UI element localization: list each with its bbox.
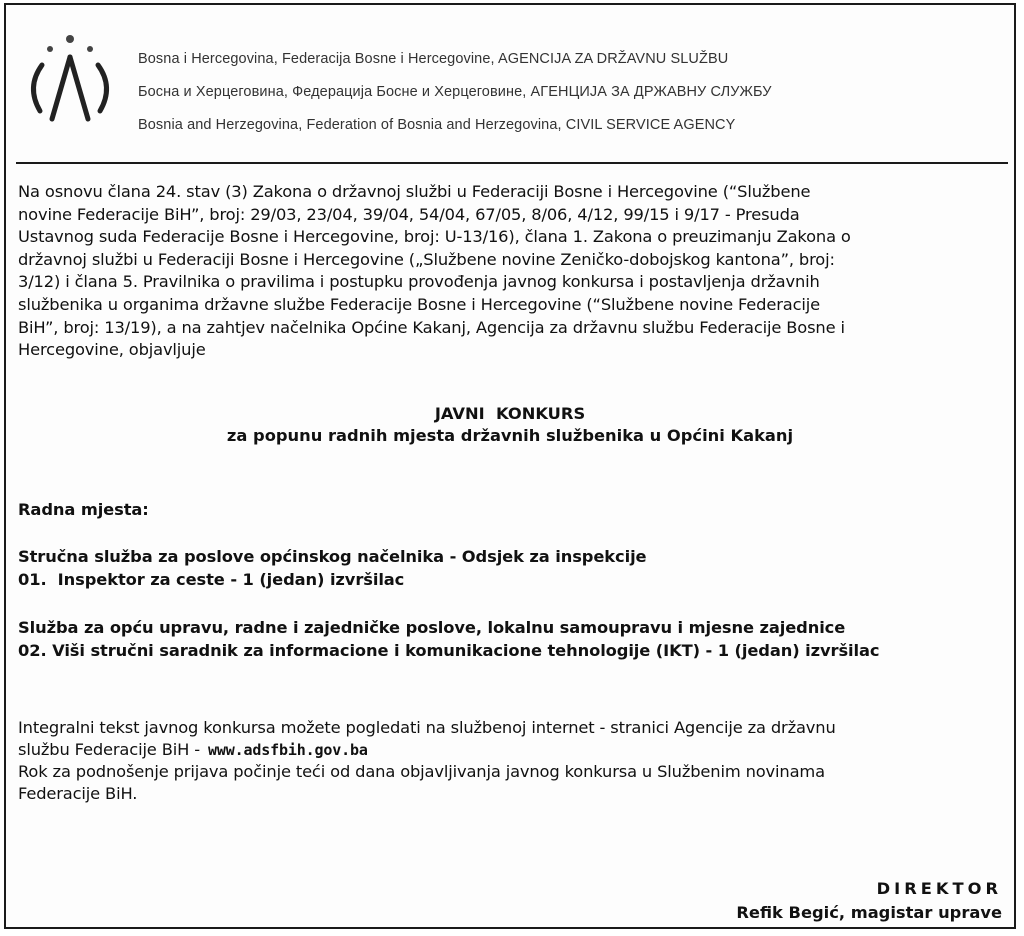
- agency-name-cyrillic: Босна и Херцеговина, Федерација Босне и Херцеговине, АГЕНЦИЈА ЗА ДРЖАВНУ СЛУЖБУ: [138, 84, 772, 100]
- position-2: 02. Viši stručni saradnik za informacione i komunikacione tehnologije (IKT) - 1 (jedan) izvršilac: [18, 641, 880, 660]
- civil-service-agency-logo-icon: [20, 27, 120, 137]
- announcement-title: [6, 403, 1014, 447]
- signature-role: DIREKTOR: [876, 879, 1002, 898]
- announcement-frame: [4, 3, 1016, 929]
- intro-line: novine Federacije BiH”, broj: 29/03, 23/04, 39/04, 54/04, 67/05, 8/06, 4/12, 99/15 i 9/17 - Presuda: [18, 204, 800, 224]
- legal-basis-paragraph: [18, 181, 1006, 362]
- signature-name: Refik Begić, magistar uprave: [736, 903, 1002, 922]
- intro-line: Hercegovine, objavljuje: [18, 340, 206, 360]
- intro-line: Ustavnog suda Federacije Bosne i Hercegovine, broj: U-13/16), člana 1. Zakona o preuzimanju Zakona o: [18, 227, 851, 247]
- intro-line: državnoj službi u Federaciji Bosne i Hercegovine („Službene novine Zeničko-dobojskog kantona”, broj:: [18, 249, 835, 269]
- department-2: Služba za opću upravu, radne i zajedničke poslove, lokalnu samoupravu i mjesne zajednice: [18, 618, 846, 637]
- agency-name-bosnian: Bosna i Hercegovina, Federacija Bosne i Hercegovine, AGENCIJA ZA DRŽAVNU SLUŽBU: [138, 51, 729, 67]
- intro-line: Na osnovu člana 24. stav (3) Zakona o državnoj službi u Federaciji Bosne i Hercegovine (“Službene: [18, 182, 811, 201]
- closing-line: Rok za podnošenje prijava počinje teći od dana objavljivanja javnog konkursa u Službenim novinama: [18, 762, 825, 781]
- signature-block: [736, 877, 1002, 925]
- positions-heading: Radna mjesta:: [18, 500, 149, 519]
- closing-line: Federacije BiH.: [18, 784, 138, 803]
- title-main: JAVNI KONKURS: [434, 404, 586, 423]
- intro-line: 3/12) i člana 5. Pravilnika o pravilima i postupku provođenja javnog konkursa i postavljenja državnih: [18, 272, 820, 292]
- intro-line: službenika u organima državne službe Federacije Bosne i Hercegovine (“Službene novine Federacije: [18, 294, 820, 314]
- agency-name-lines: [138, 43, 998, 142]
- position-1: 01. Inspektor za ceste - 1 (jedan) izvršilac: [18, 570, 405, 589]
- closing-paragraph: [18, 717, 1008, 805]
- closing-line: Integralni tekst javnog konkursa možete pogledati na službenoj internet - stranici Agencije za državnu: [18, 718, 836, 737]
- agency-website-link[interactable]: www.adsfbih.gov.ba: [207, 741, 368, 759]
- agency-name-english: Bosnia and Herzegovina, Federation of Bosnia and Herzegovina, CIVIL SERVICE AGENCY: [138, 117, 736, 133]
- intro-line: BiH”, broj: 13/19), a na zahtjev načelnika Općine Kakanj, Agencija za državnu službu Federacije Bosne i: [18, 317, 845, 337]
- closing-line: [18, 739, 1008, 761]
- header-divider: [16, 162, 1008, 164]
- agency-header: [6, 5, 1014, 165]
- department-1: Stručna služba za poslove općinskog načelnika - Odsjek za inspekcije: [18, 547, 647, 566]
- closing-line-prefix: službu Federacije BiH -: [18, 740, 200, 759]
- title-subtitle: za popunu radnih mjesta državnih službenika u Općini Kakanj: [226, 426, 794, 445]
